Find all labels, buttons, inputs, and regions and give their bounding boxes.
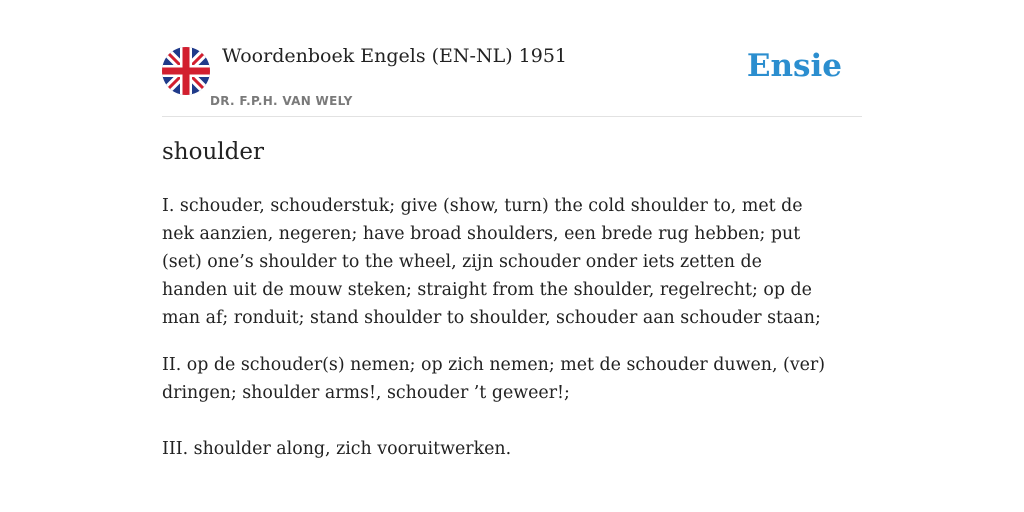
definitions <box>162 192 832 463</box>
definition-2: II. op de schouder(s) nemen; op zich nemen; met de schouder duwen, (ver) dringen; shoulder arms!, schouder ’t geweer!; <box>162 355 826 403</box>
entry-card <box>162 0 862 512</box>
definition-1: I. schouder, schouderstuk; give (show, turn) the cold shoulder to, met de nek aanzien, negeren; have broad shoulders, een brede rug hebben; put (set) one’s shoulder to the wheel, zijn schouder onder iets zetten de handen uit de mouw steken; straight from the shoulder, regelrecht; op de man af; ronduit; stand shoulder to shoulder, schouder aan schouder staan; <box>162 196 821 328</box>
headword: shoulder <box>162 139 264 165</box>
dictionary-author: DR. F.P.H. VAN WELY <box>210 94 353 108</box>
dictionary-title[interactable]: Woordenboek Engels (EN-NL) 1951 <box>222 45 567 67</box>
ensie-logo[interactable]: Ensie <box>746 48 842 84</box>
uk-flag-icon <box>162 47 210 95</box>
dictionary-header <box>162 0 862 117</box>
definition-3: III. shoulder along, zich vooruitwerken. <box>162 439 512 459</box>
